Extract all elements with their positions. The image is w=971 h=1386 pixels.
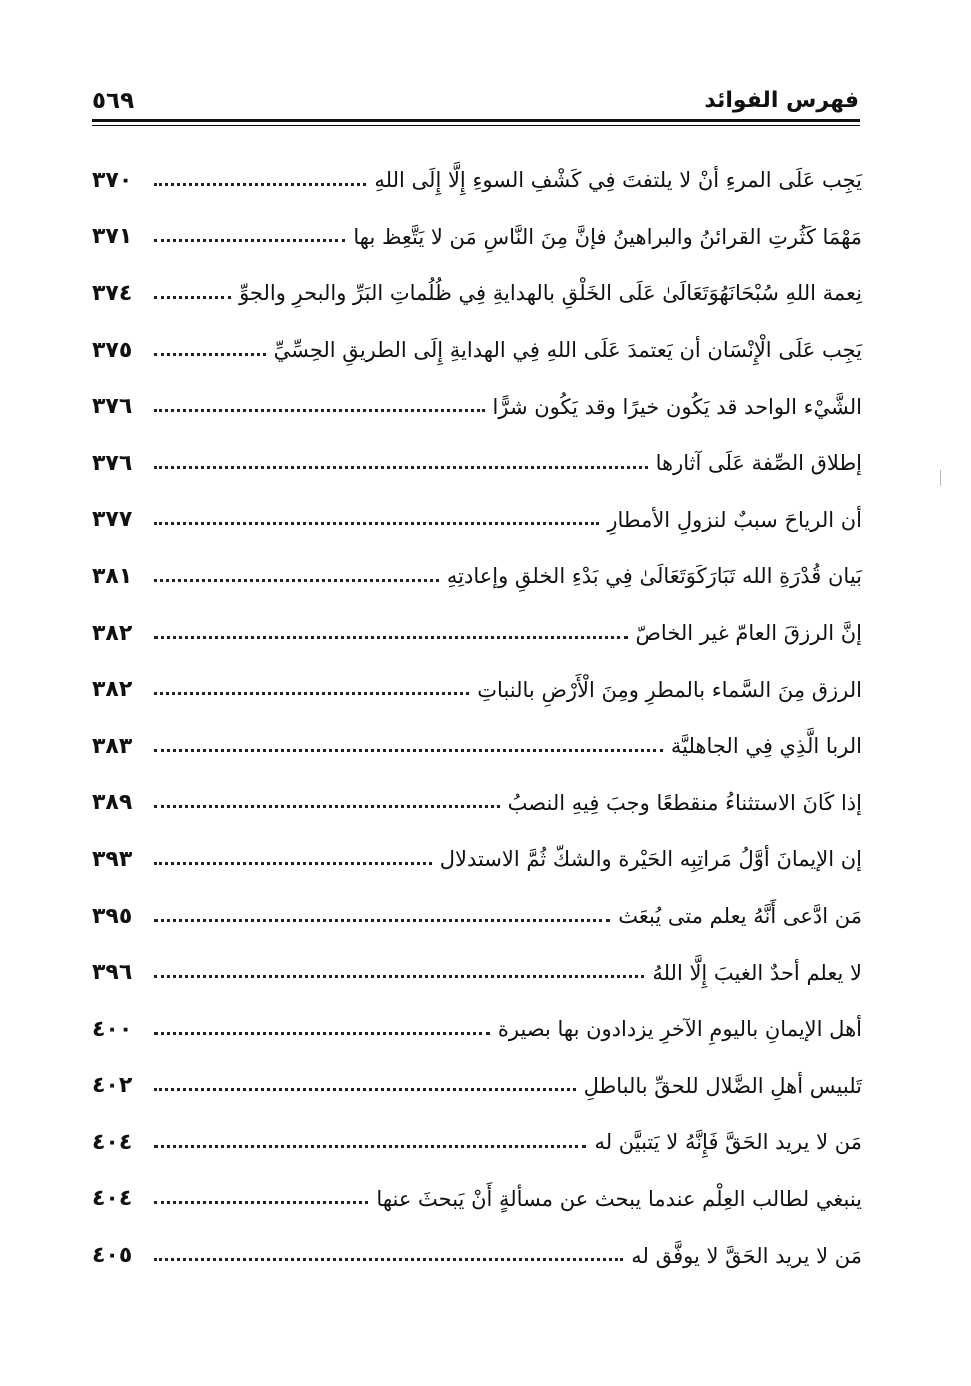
- entry-title: يَجِب عَلَى المرءِ أنْ لا يلتفتَ فِي كَشْفِ السوءِ إِلَّا إِلَى اللهِ: [374, 168, 862, 193]
- leader-dots: [154, 919, 610, 922]
- index-entry: [92, 492, 862, 549]
- leader-dots: [154, 1032, 490, 1035]
- entry-title: تَلبيس أهلِ الضَّلال للحقِّ بالباطلِ: [583, 1073, 862, 1098]
- entry-title: يَجِب عَلَى الْإِنْسَان أن يَعتمدَ عَلَى اللهِ فِي الهدايةِ إِلَى الطريقِ الحِسِّيِّ: [273, 338, 862, 363]
- running-title: فهرس الفوائد: [704, 88, 859, 113]
- entry-page-number: ٣٩٣: [92, 846, 133, 872]
- entry-title: لا يعلم أحدٌ الغيبَ إِلَّا اللهُ: [652, 960, 862, 985]
- index-entry: [92, 944, 862, 1001]
- entry-page-number: ٣٧٦: [92, 450, 133, 476]
- entry-page-number: ٣٧٠: [92, 167, 133, 193]
- entry-page-number: ٤٠٤: [92, 1186, 133, 1212]
- entry-title: مَن لا يريد الحَقَّ فَإِنَّهُ لا يَتبيَّن له: [594, 1130, 862, 1155]
- leader-dots: [154, 692, 469, 695]
- entry-title: إذا كَانَ الاستثناءُ منقطعًا وجبَ فِيهِ النصبُ: [507, 790, 862, 815]
- entry-title: إنَّ الرزقَ العامّ غير الخاصّ: [635, 621, 862, 646]
- index-entry: [92, 209, 862, 266]
- index-entry: [92, 661, 862, 718]
- header-rule-thick: [92, 119, 860, 122]
- entry-page-number: ٣٧٧: [92, 507, 133, 533]
- leader-dots: [154, 353, 266, 356]
- index-entry: [92, 605, 862, 662]
- leader-dots: [154, 1145, 586, 1148]
- leader-dots: [154, 975, 644, 978]
- leader-dots: [154, 749, 663, 752]
- entry-page-number: ٣٧٥: [92, 337, 133, 363]
- entry-title: إن الإيمانَ أوَّلُ مَراتِبِه الحَيْرة والشكّ ثُمَّ الاستدلال: [439, 847, 862, 872]
- entry-title: ينبغي لطالب العِلْم عندما يبحث عن مسألةٍ أَنْ يَبحثَ عنها: [376, 1186, 862, 1211]
- index-entry: [92, 1058, 862, 1115]
- leader-dots: [154, 466, 648, 469]
- index-entry: [92, 435, 862, 492]
- entry-page-number: ٣٩٥: [92, 903, 133, 929]
- leader-dots: [154, 579, 439, 582]
- entry-page-number: ٣٨٢: [92, 620, 133, 646]
- entry-title: أن الرياحَ سببٌ لنزولِ الأمطارِ: [607, 507, 862, 532]
- entry-page-number: ٣٨٩: [92, 790, 133, 816]
- page-number: ٥٦٩: [92, 88, 135, 114]
- entry-page-number: ٣٧١: [92, 224, 133, 250]
- entry-title: مَهْمَا كَثُرتِ القرائنُ والبراهينُ فإنَّ مِنَ النَّاسِ مَن لا يَتَّعِظ بها: [353, 224, 862, 249]
- entry-title: الربا الَّذِي فِي الجاهليَّة: [670, 734, 862, 759]
- index-entry: [92, 548, 862, 605]
- leader-dots: [154, 296, 231, 299]
- leader-dots: [154, 1201, 368, 1204]
- index-entry: [92, 1171, 862, 1228]
- entry-page-number: ٣٩٦: [92, 960, 133, 986]
- entry-page-number: ٣٨٢: [92, 677, 133, 703]
- entry-title: إطلاق الصِّفة عَلَى آثارها: [655, 451, 862, 476]
- entry-page-number: ٤٠٢: [92, 1073, 133, 1099]
- entry-page-number: ٤٠٥: [92, 1243, 133, 1269]
- leader-dots: [154, 409, 485, 412]
- leader-dots: [154, 636, 628, 639]
- leader-dots: [154, 1258, 623, 1261]
- leader-dots: [154, 805, 500, 808]
- leader-dots: [154, 183, 366, 186]
- entry-page-number: ٣٨١: [92, 563, 133, 589]
- index-entry: [92, 775, 862, 832]
- entry-title: نِعمة اللهِ سُبْحَانَهُوَتَعَالَىٰ عَلَى الخَلْقِ بالهدايةِ فِي ظُلُماتِ البَرِّ والبحرِ والجوِّ: [239, 281, 862, 306]
- index-entry: [92, 378, 862, 435]
- entry-title: بَيان قُدْرَةِ الله تَبَارَكَوَتَعَالَىٰ فِي بَدْءِ الخلقِ وإعادتِهِ: [446, 564, 862, 589]
- entry-title: الرزق مِنَ السَّماء بالمطرِ ومِنَ الْأَرْضِ بالنباتِ: [477, 677, 862, 702]
- header-rule-thin: [92, 125, 860, 126]
- entry-page-number: ٣٨٣: [92, 733, 133, 759]
- entry-title: أهل الإيمانِ باليومِ الآخرِ يزدادون بها بصيرة: [497, 1017, 862, 1042]
- entry-page-number: ٣٧٦: [92, 394, 133, 420]
- margin-mark: [940, 470, 941, 486]
- entry-page-number: ٤٠٠: [92, 1016, 133, 1042]
- entry-title: الشَّيْء الواحد قد يَكُون خيرًا وقد يَكُون شرًّا: [492, 394, 862, 419]
- index-entry: [92, 152, 862, 209]
- leader-dots: [154, 239, 345, 242]
- entry-page-number: ٣٧٤: [92, 280, 133, 306]
- index-entry: [92, 265, 862, 322]
- entry-page-number: ٤٠٤: [92, 1129, 133, 1155]
- leader-dots: [154, 862, 432, 865]
- index-entry: [92, 718, 862, 775]
- index-entry: [92, 1227, 862, 1284]
- leader-dots: [154, 522, 599, 525]
- leader-dots: [154, 1088, 576, 1091]
- entry-title: مَن ادَّعى أَنَّهُ يعلم متى يُبعَث: [618, 904, 862, 929]
- page-header: [92, 86, 859, 120]
- index-entry: [92, 1001, 862, 1058]
- index-entry: [92, 831, 862, 888]
- index-entry: [92, 888, 862, 945]
- index-entries-list: [92, 152, 862, 1284]
- index-entry: [92, 1114, 862, 1171]
- index-entry: [92, 322, 862, 379]
- entry-title: مَن لا يريد الحَقَّ لا يوفَّق له: [631, 1243, 862, 1268]
